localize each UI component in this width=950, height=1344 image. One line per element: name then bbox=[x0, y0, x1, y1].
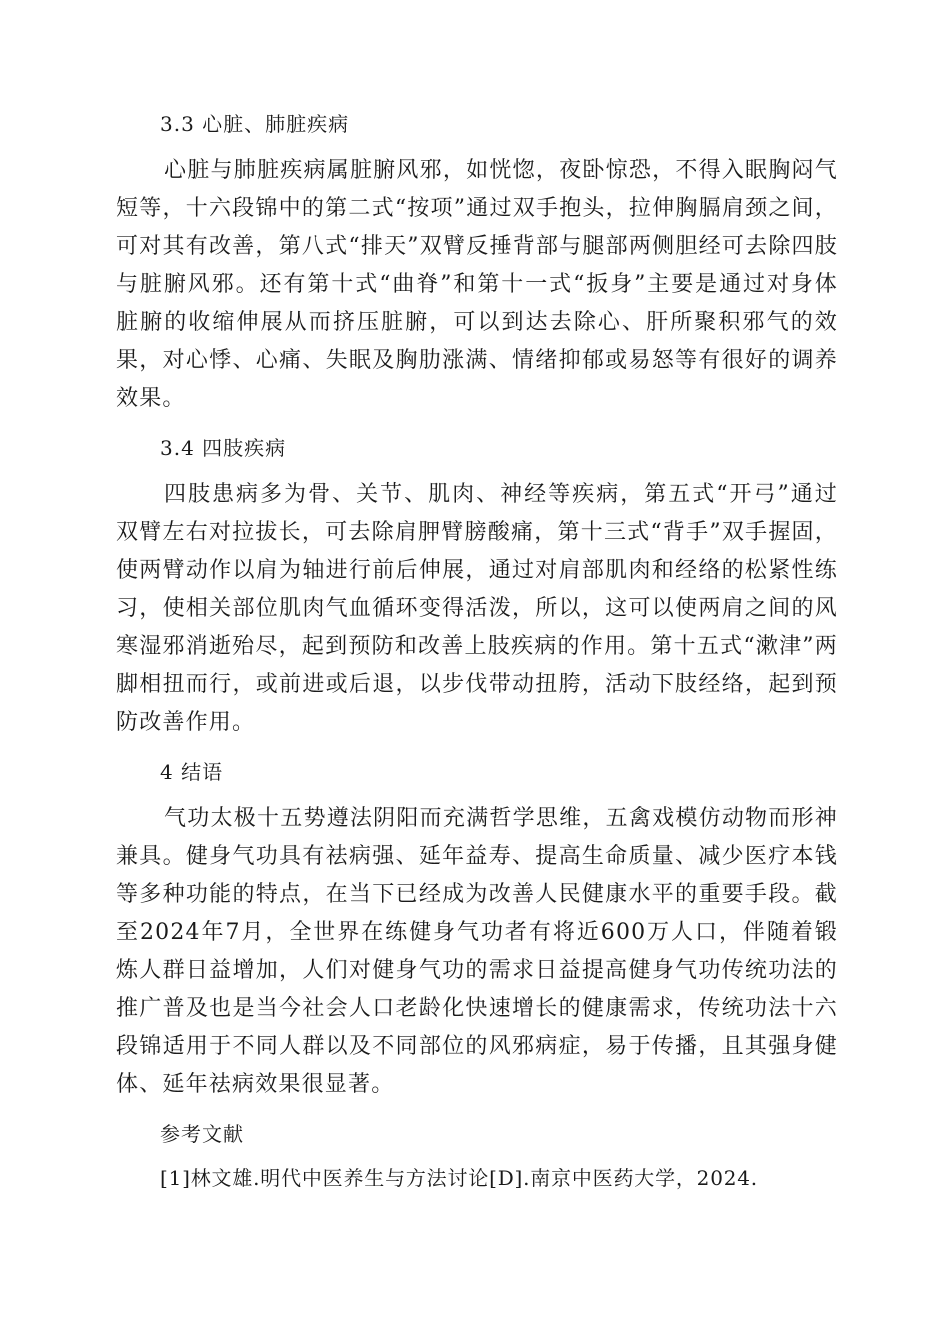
document-page bbox=[116, 108, 838, 1194]
section-paragraph-3-3: 心脏与肺脏疾病属脏腑风邪，如恍惚，夜卧惊恐，不得入眠胸闷气短等，十六段锦中的第二式“按项”通过双手抱头，拉伸胸膈肩颈之间，可对其有改善，第八式“排天”双臂反捶背部与腿部两侧胆经可去除四肢与脏腑风邪。还有第十式“曲脊”和第十一式“扳身”主要是通过对身体脏腑的收缩伸展从而挤压脏腑，可以到达去除心、肝所聚积邪气的效果，对心悸、心痛、失眠及胸肋涨满、情绪抑郁或易怒等有很好的调养效果。 bbox=[116, 158, 838, 411]
section-heading-3-4: 3.4 四肢疾病 bbox=[160, 436, 287, 460]
section-paragraph-3-4: 四肢患病多为骨、关节、肌肉、神经等疾病，第五式“开弓”通过双臂左右对拉拔长，可去除肩胛臂膀酸痛，第十三式“背手”双手握固，使两臂动作以肩为轴进行前后伸展，通过对肩部肌肉和经络的松紧性练习，使相关部位肌肉气血循环变得活泼，所以，这可以使两肩之间的风寒湿邪消逝殆尽，起到预防和改善上肢疾病的作用。第十五式“漱津”两脚相扭而行，或前进或后退，以步伐带动扭胯，活动下肢经络，起到预防改善作用。 bbox=[116, 482, 838, 735]
references-heading: 参考文献 bbox=[160, 1122, 244, 1146]
reference-item: [1]林文雄.明代中医养生与方法讨论[D].南京中医药大学，2024. bbox=[160, 1166, 758, 1190]
section-heading-3-3: 3.3 心脏、肺脏疾病 bbox=[160, 112, 350, 136]
section-heading-4: 4 结语 bbox=[160, 760, 224, 784]
section-paragraph-4: 气功太极十五势遵法阴阳而充满哲学思维，五禽戏模仿动物而形神兼具。健身气功具有祛病强、延年益寿、提高生命质量、减少医疗本钱等多种功能的特点，在当下已经成为改善人民健康水平的重要手段。截至2024年7月，全世界在练健身气功者有将近600万人口，伴随着锻炼人群日益增加，人们对健身气功的需求日益提高健身气功传统功法的推广普及也是当今社会人口老龄化快速增长的健康需求，传统功法十六段锦适用于不同人群以及不同部位的风邪病症，易于传播，且其强身健体、延年祛病效果很显著。 bbox=[116, 806, 838, 1097]
